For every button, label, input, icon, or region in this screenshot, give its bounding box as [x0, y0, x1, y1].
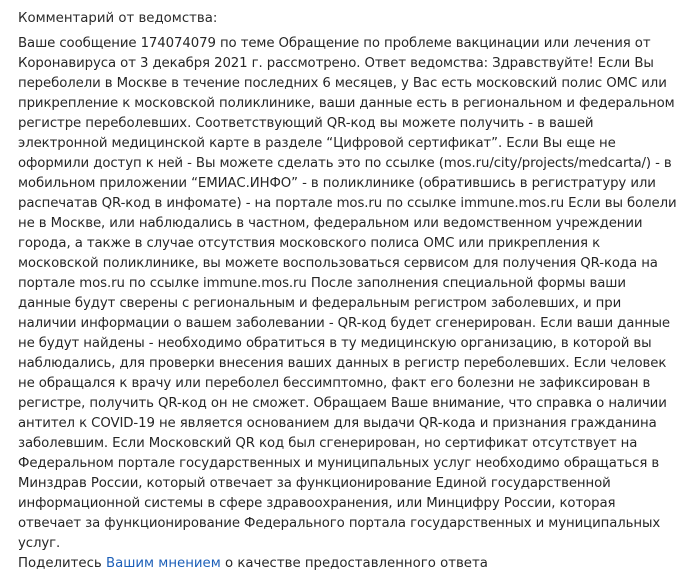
feedback-line [18, 554, 682, 574]
agency-response-text: Ваше сообщение 174074079 по теме Обращение по проблеме вакцинации или лечения от Коронавируса от 3 декабря 2021 г. рассмотрено. Ответ ведомства: Здравствуйте! Если Вы переболели в Москве в течение последних 6 месяцев, у Вас есть московский полис ОМС или прикрепление к московской поликлинике, ваши данные есть в региональном и федеральном регистре переболевших. Соответствующий QR-код вы можете получить - в вашей электронной медицинской карте в разделе “Цифровой сертификат”. Если Вы еще не оформили доступ к ней - Вы можете сделать это по ссылке (mos.ru/city/projects/medcarta/) - в мобильном приложении “ЕМИАС.ИНФО” - в поликлинике (обратившись в регистратуру или распечатав QR-код в инфомате) - на портале mos.ru по ссылке immune.mos.ru Если вы болели не в Москве, или наблюдались в частном, федеральном или ведомственном учреждении города, а также в случае отсутствия московского полиса ОМС или прикрепления к московской поликлинике, вы можете воспользоваться сервисом для получения QR-кода на портале mos.ru по ссылке immune.mos.ru После заполнения специальной формы ваши данные будут сверены с региональным и федеральным регистром заболевших, и при наличии информации о вашем заболевании - QR-код будет сгенерирован. Если ваши данные не будут найдены - необходимо обратиться в ту медицинскую организацию, в которой вы наблюдались, для проверки внесения ваших данных в регистр переболевших. Если человек не обращался к врачу или переболел бессимптомно, факт его болезни не зафиксирован в регистре, получить QR-код он не сможет. Обращаем Ваше внимание, что справка о наличии антител к COVID-19 не является основанием для выдачи QR-кода и признания гражданина заболевшим. Если Московский QR код был сгенерирован, но сертификат отсутствует на Федеральном портале государственных и муниципальных услуг необходимо обращаться в Минздрав России, который отвечает за функционирование Единой государственной информационной системы в сфере здравоохранения, или Минцифру России, которая отвечает за функционирование Федерального портала государственных и муниципальных услуг. [18, 36, 677, 551]
agency-response [18, 34, 682, 554]
comment-header: Комментарий от ведомства: [18, 11, 218, 26]
feedback-suffix: о качестве предоставленного ответа [220, 556, 488, 571]
feedback-link[interactable]: Вашим мнением [105, 556, 221, 571]
feedback-prefix: Поделитесь [18, 556, 106, 571]
